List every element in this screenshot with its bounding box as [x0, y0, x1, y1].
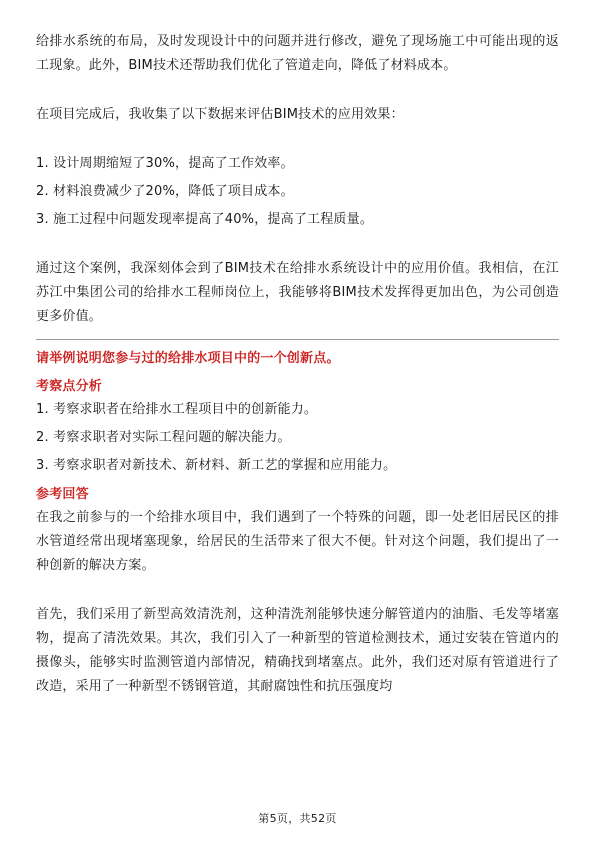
list-item: 1. 设计周期缩短了30%，提高了工作效率。	[36, 156, 294, 171]
section-divider	[36, 339, 559, 340]
question-title: 请举例说明您参与过的给排水项目中的一个创新点。	[36, 351, 340, 366]
list-item: 3. 考察求职者对新技术、新材料、新工艺的掌握和应用能力。	[36, 458, 397, 473]
answer-paragraph-1: 在我之前参与的一个给排水项目中，我们遇到了一个特殊的问题，即一处老旧居民区的排水管道经常出现堵塞现象，给居民的生活带来了很大不便。针对这个问题，我们提出了一种创新的解决方案。	[36, 510, 559, 573]
intro-paragraph-1: 给排水系统的布局，及时发现设计中的问题并进行修改，避免了现场施工中可能出现的返工现象。此外，BIM技术还帮助我们优化了管道走向，降低了材料成本。	[36, 34, 559, 73]
list-item: 3. 施工过程中问题发现率提高了40%，提高了工程质量。	[36, 212, 374, 227]
page-number: 第5页，共52页	[258, 812, 337, 825]
list-item: 2. 材料浪费减少了20%，降低了项目成本。	[36, 184, 294, 199]
list-item: 1. 考察求职者在给排水工程项目中的创新能力。	[36, 402, 318, 417]
intro-paragraph-2: 在项目完成后，我收集了以下数据来评估BIM技术的应用效果：	[36, 107, 404, 122]
results-list	[36, 152, 559, 232]
analysis-list	[36, 398, 559, 478]
answer-heading: 参考回答	[36, 487, 89, 502]
intro-paragraph-3: 通过这个案例，我深刻体会到了BIM技术在给排水系统设计中的应用价值。我相信，在江苏江中集团公司的给排水工程师岗位上，我能够将BIM技术发挥得更加出色，为公司创造更多价值。	[36, 261, 559, 324]
answer-paragraph-2: 首先，我们采用了新型高效清洗剂，这种清洗剂能够快速分解管道内的油脂、毛发等堵塞物，提高了清洗效果。其次，我们引入了一种新型的管道检测技术，通过安装在管道内的摄像头，能够实时监测管道内部情况，精确找到堵塞点。此外，我们还对原有管道进行了改造，采用了一种新型不锈钢管道，其耐腐蚀性和抗压强度均	[36, 607, 559, 694]
list-item: 2. 考察求职者对实际工程问题的解决能力。	[36, 430, 291, 445]
page-content	[36, 30, 559, 699]
analysis-heading: 考察点分析	[36, 379, 103, 394]
